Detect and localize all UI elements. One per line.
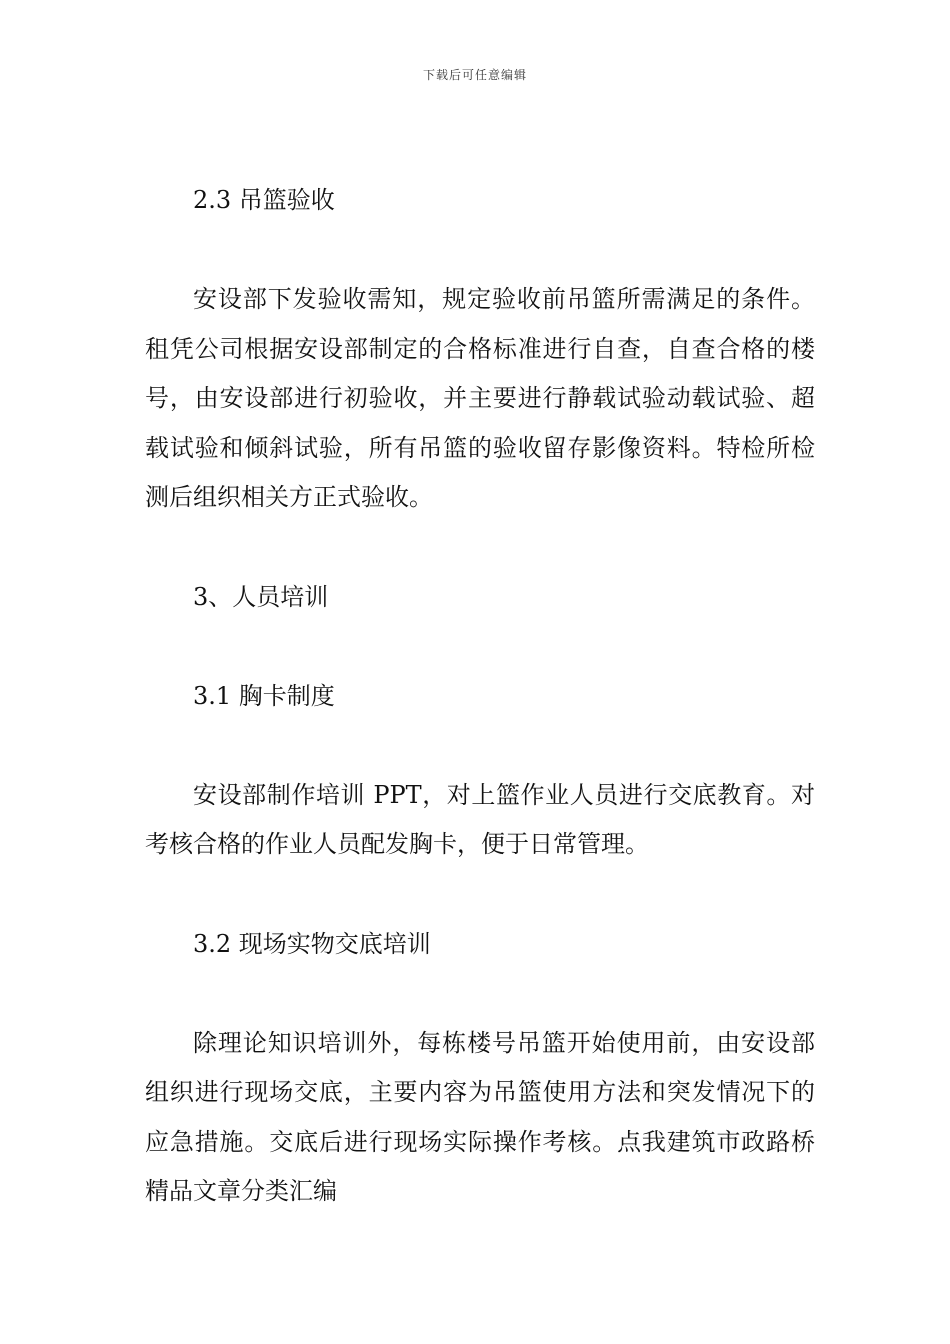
section-heading-3: 3、人员培训	[193, 582, 329, 611]
paragraph-badge-system: 安设部制作培训 PPT，对上篮作业人员进行交底教育。对考核合格的作业人员配发胸卡，便于日常管理。	[145, 780, 815, 858]
section-heading-3-1: 3.1 胸卡制度	[193, 681, 335, 710]
section-heading-3-2: 3.2 现场实物交底培训	[193, 929, 431, 958]
section-heading-2-3: 2.3 吊篮验收	[193, 186, 335, 214]
document-body	[145, 176, 815, 1217]
paragraph-onsite-training: 除理论知识培训外，每栋楼号吊篮开始使用前，由安设部组织进行现场交底，主要内容为吊篮使用方法和突发情况下的应急措施。交底后进行现场实际操作考核。点我建筑市政路桥精品文章分类汇编	[145, 1028, 815, 1205]
paragraph-acceptance: 安设部下发验收需知，规定验收前吊篮所需满足的条件。租凭公司根据安设部制定的合格标准进行自查，自查合格的楼号，由安设部进行初验收，并主要进行静载试验动载试验、超载试验和倾斜试验，所有吊篮的验收留存影像资料。特检所检测后组织相关方正式验收。	[145, 285, 815, 511]
header-note: 下载后可任意编辑	[422, 68, 527, 82]
